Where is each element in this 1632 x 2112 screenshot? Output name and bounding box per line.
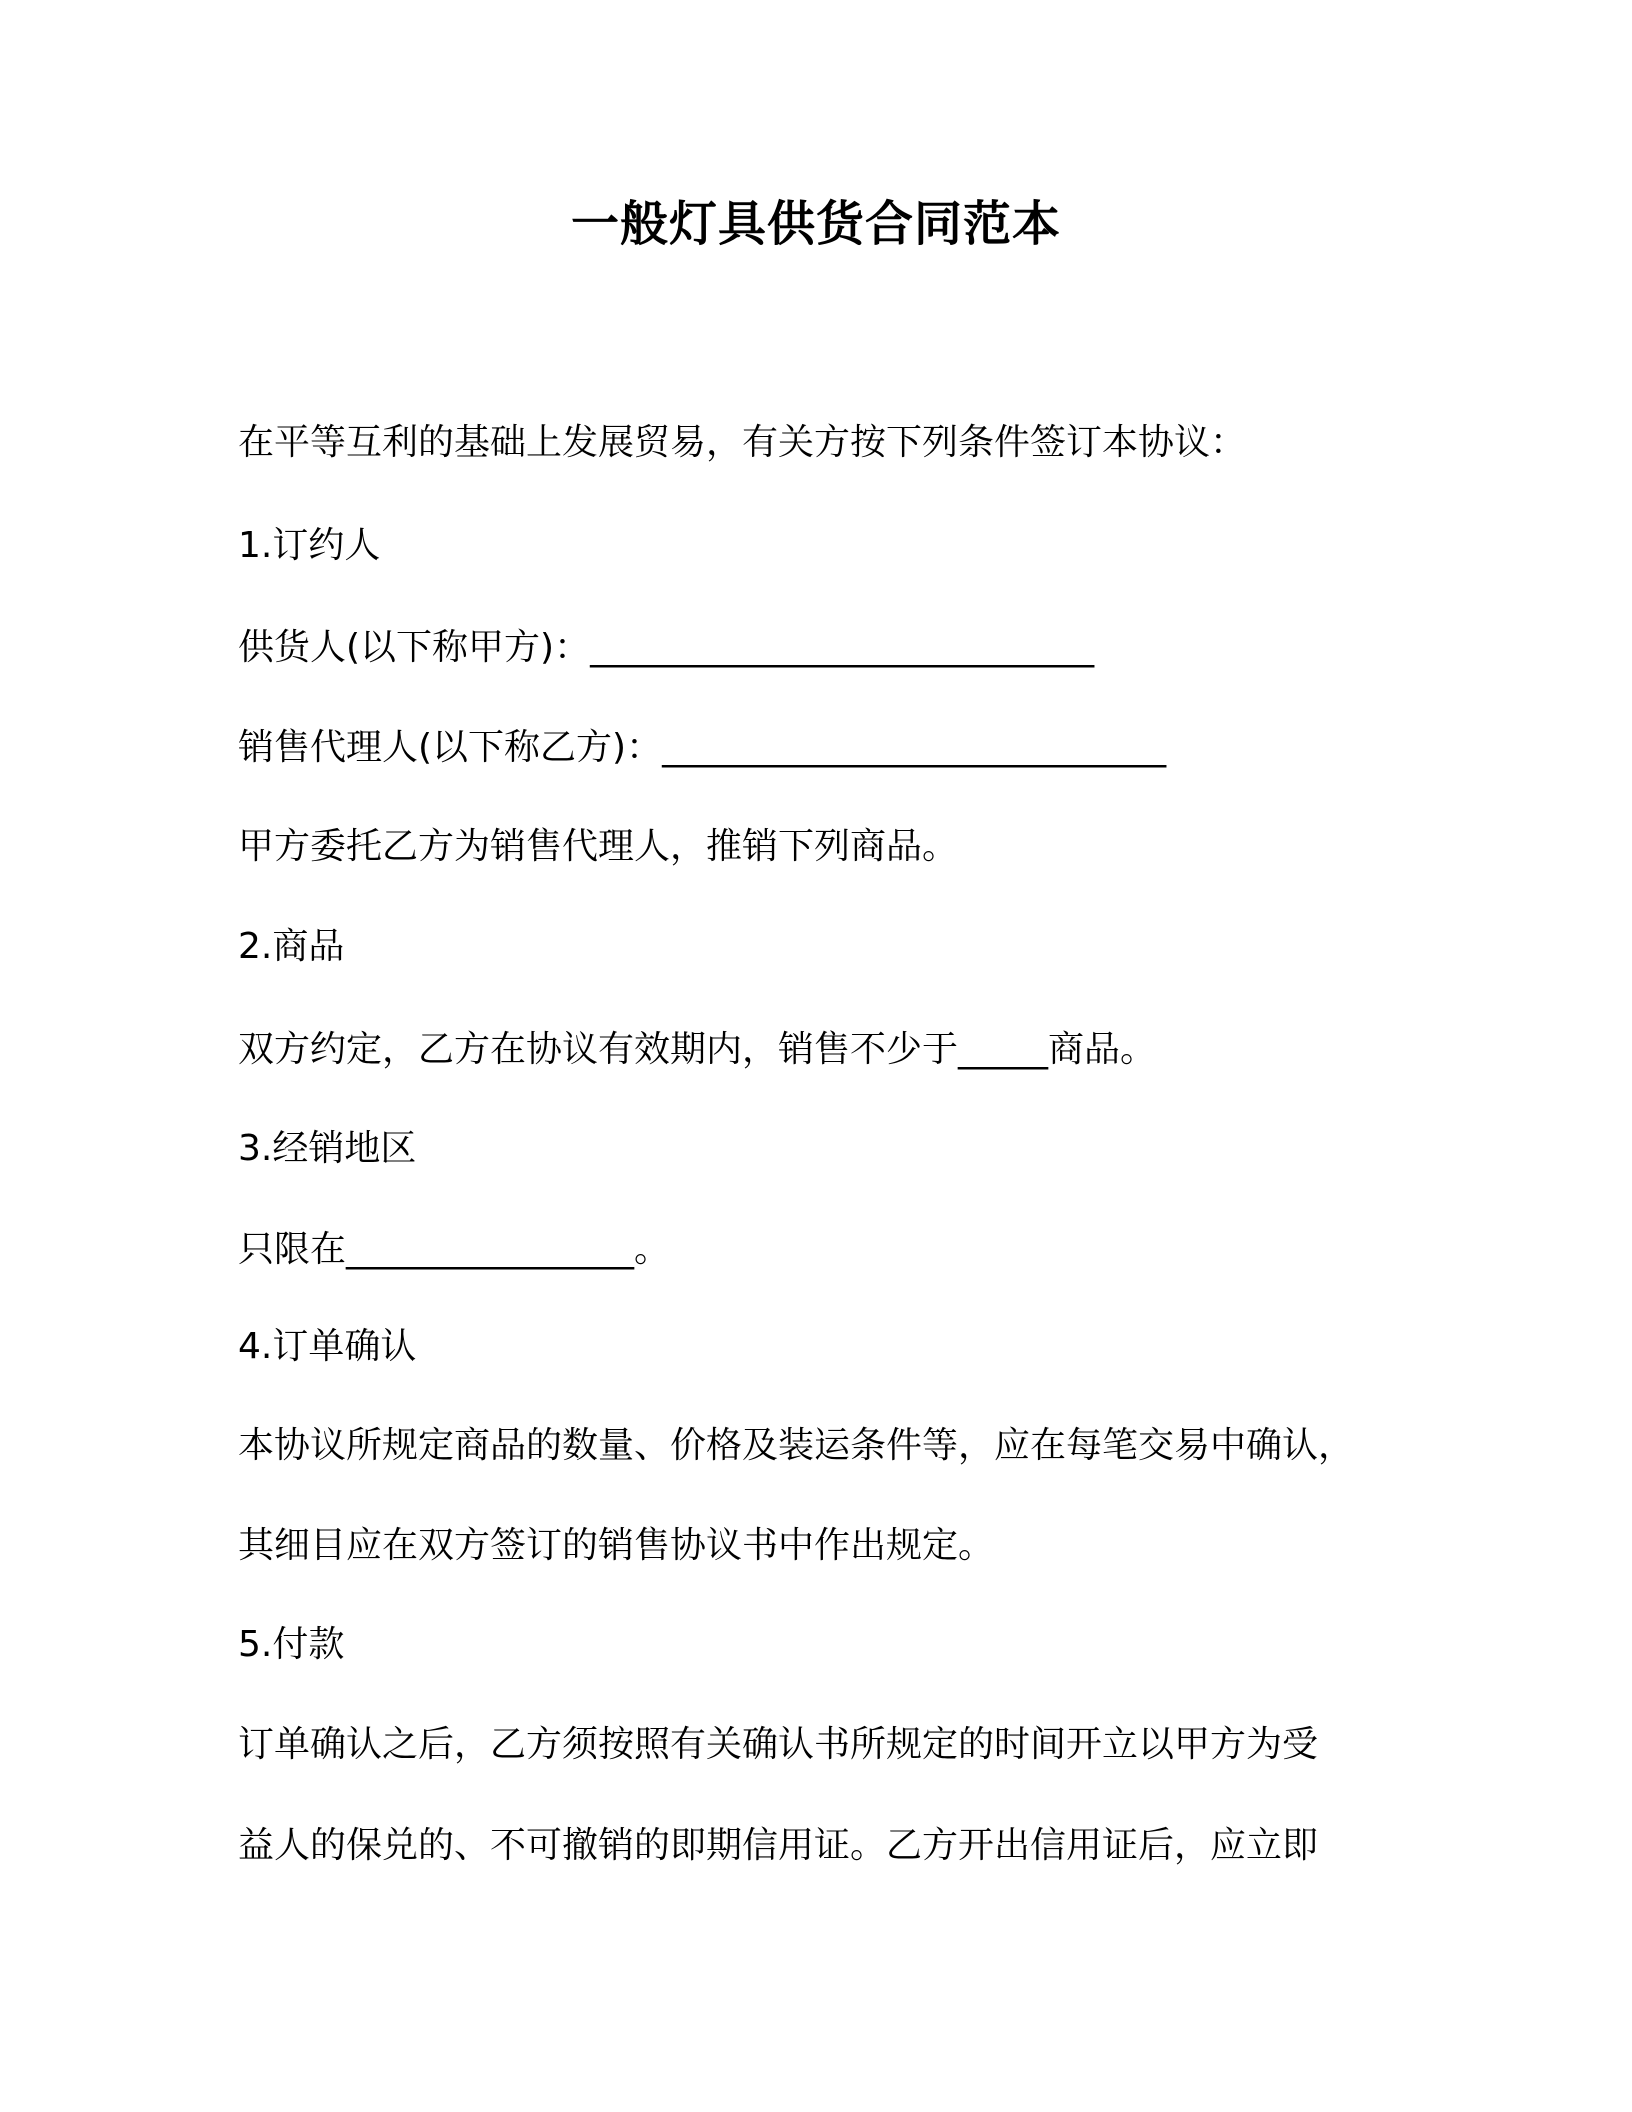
section-1-body: 甲方委托乙方为销售代理人，推销下列商品。 bbox=[238, 826, 959, 867]
section-5-body-line-2: 益人的保兑的、不可撤销的即期信用证。乙方开出信用证后，应立即 bbox=[238, 1825, 1319, 1866]
section-5-heading: 5.付款 bbox=[238, 1624, 345, 1665]
section-4-body-line-2: 其细目应在双方签订的销售协议书中作出规定。 bbox=[238, 1525, 995, 1566]
section-2-heading: 2.商品 bbox=[238, 926, 345, 967]
document-title: 一般灯具供货合同范本 bbox=[570, 196, 1061, 252]
section-4-body-line-1: 本协议所规定商品的数量、价格及装运条件等，应在每笔交易中确认， bbox=[238, 1425, 1355, 1466]
section-5-body-line-1: 订单确认之后，乙方须按照有关确认书所规定的时间开立以甲方为受 bbox=[238, 1724, 1319, 1765]
section-3-body: 只限在________________。 bbox=[238, 1229, 671, 1270]
section-2-body: 双方约定，乙方在协议有效期内，销售不少于_____商品。 bbox=[238, 1029, 1157, 1070]
section-1-heading: 1.订约人 bbox=[238, 525, 381, 566]
section-4-heading: 4.订单确认 bbox=[238, 1326, 417, 1367]
supplier-field: 供货人(以下称甲方)：____________________________ bbox=[238, 627, 1095, 668]
agent-field: 销售代理人(以下称乙方)：____________________________ bbox=[238, 727, 1167, 768]
section-3-heading: 3.经销地区 bbox=[238, 1128, 417, 1169]
intro-paragraph: 在平等互利的基础上发展贸易，有关方按下列条件签订本协议： bbox=[238, 422, 1247, 463]
